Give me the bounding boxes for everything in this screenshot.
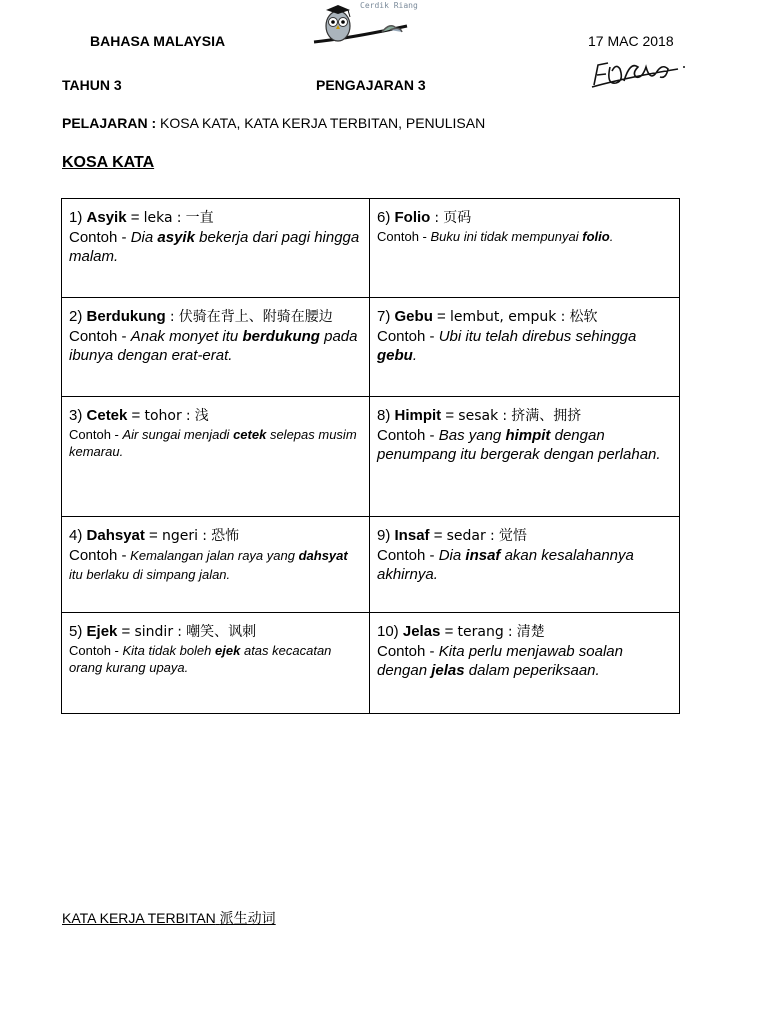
vocab-cell: [370, 298, 680, 397]
colon: :: [489, 528, 495, 544]
signature-image: [588, 55, 688, 95]
example-keyword: jelas: [431, 662, 465, 680]
vocab-heading: [377, 526, 673, 546]
example-keyword: gebu: [377, 347, 413, 365]
equals-sign: =: [149, 527, 158, 544]
example-label: Contoh -: [69, 426, 119, 442]
section-title: KOSA KATA: [62, 154, 155, 171]
section2-title-text: KATA KERJA TERBITAN: [62, 910, 216, 926]
section2-title: [62, 908, 276, 928]
section2-title-chinese: 派生动词: [219, 911, 276, 927]
example-sentence: [377, 546, 673, 584]
example-label: Contoh -: [377, 642, 435, 660]
example-sentence: [377, 642, 673, 680]
synonym: tohor: [144, 408, 182, 424]
table-row: [62, 199, 680, 298]
table-row: [62, 298, 680, 397]
vocab-word: Insaf: [394, 527, 430, 544]
date-label: 17 MAC 2018: [588, 33, 674, 49]
vocab-heading: [69, 406, 363, 426]
colon: :: [202, 528, 207, 544]
item-number: 1): [69, 209, 83, 226]
chinese-translation: 一直: [185, 210, 214, 226]
vocabulary-table: [61, 198, 680, 714]
topic-label: PELAJARAN :: [62, 115, 157, 131]
colon: :: [185, 408, 191, 424]
vocab-heading: [69, 307, 363, 327]
example-sentence: [69, 642, 363, 677]
equals-sign: =: [445, 407, 455, 424]
subject-label: BAHASA MALAYSIA: [90, 33, 226, 49]
item-number: 2): [69, 308, 83, 325]
vocab-cell: [370, 613, 680, 714]
example-sentence: [69, 228, 363, 266]
synonym: lembut, empuk: [449, 309, 557, 325]
item-number: 9): [377, 527, 391, 544]
colon: :: [176, 210, 182, 226]
chinese-translation: 挤满、拥挤: [511, 408, 582, 424]
year-label: TAHUN 3: [62, 77, 122, 93]
table-row: [62, 397, 680, 517]
example-text: Kita perlu menjawab soalan dengan: [377, 642, 623, 680]
example-keyword: cetek: [233, 426, 267, 442]
vocab-cell: [62, 199, 370, 298]
table-row: [62, 613, 680, 714]
equals-sign: =: [121, 623, 131, 640]
vocab-cell: [62, 517, 370, 613]
synonym: sedar: [446, 528, 486, 544]
example-keyword: asyik: [157, 228, 195, 246]
vocab-word: Ejek: [86, 623, 118, 640]
vocab-cell: [62, 397, 370, 517]
example-text: Ubi itu telah direbus sehingga: [438, 327, 637, 345]
lesson-number-label: PENGAJARAN 3: [316, 77, 426, 93]
example-keyword: himpit: [505, 426, 551, 444]
example-text: .: [609, 228, 614, 244]
example-text: Anak monyet itu: [130, 327, 239, 345]
item-number: 7): [377, 308, 391, 325]
item-number: 3): [69, 407, 83, 424]
example-label: Contoh -: [377, 228, 427, 244]
chinese-translation: 嘲笑、讽刺: [186, 624, 257, 640]
example-sentence: [377, 426, 673, 464]
example-label: Contoh -: [69, 327, 127, 345]
logo-text: Cerdik Riang: [360, 1, 418, 10]
synonym: sindir: [134, 624, 174, 640]
colon: :: [169, 309, 175, 325]
example-sentence: [377, 228, 673, 246]
example-text: Bas yang: [438, 426, 502, 444]
example-keyword: dahsyat: [298, 547, 348, 563]
vocab-word: Folio: [394, 209, 431, 226]
example-text: dalam peperiksaan.: [468, 662, 600, 680]
chinese-translation: 清楚: [516, 624, 545, 640]
colon: :: [502, 408, 508, 424]
example-text: Dia: [130, 228, 154, 246]
chinese-translation: 恐怖: [211, 528, 240, 544]
item-number: 4): [69, 527, 83, 544]
equals-sign: =: [437, 308, 446, 325]
example-label: Contoh -: [377, 546, 435, 564]
vocab-word: Asyik: [86, 209, 127, 226]
lesson-topic-line: [62, 115, 485, 131]
example-label: Contoh -: [377, 327, 435, 345]
vocab-cell: [62, 613, 370, 714]
colon: :: [507, 624, 513, 640]
equals-sign: =: [433, 527, 443, 544]
example-keyword: insaf: [465, 546, 501, 564]
example-text: .: [412, 347, 418, 365]
vocab-word: Himpit: [394, 407, 442, 424]
example-text: Buku ini tidak mempunyai: [430, 228, 579, 244]
example-sentence: [69, 546, 363, 584]
example-text: itu berlaku di simpang jalan.: [69, 567, 231, 583]
synonym: leka: [143, 210, 173, 226]
example-text: dengan penumpang itu bergerak dengan perlahan.: [377, 426, 661, 464]
item-number: 6): [377, 209, 391, 226]
equals-sign: =: [131, 407, 141, 424]
synonym: sesak: [458, 408, 499, 424]
equals-sign: =: [444, 623, 454, 640]
example-text: atas kecacatan orang kurang upaya.: [69, 642, 332, 676]
example-text: akan kesalahannya akhirnya.: [377, 546, 634, 584]
chinese-translation: 浅: [194, 408, 209, 424]
example-label: Contoh -: [377, 426, 435, 444]
vocab-cell: [370, 517, 680, 613]
vocab-word: Gebu: [394, 308, 433, 325]
example-sentence: [377, 327, 673, 365]
chinese-translation: 觉悟: [498, 528, 527, 544]
colon: :: [434, 210, 440, 226]
example-sentence: [69, 327, 363, 365]
example-text: bekerja dari pagi hingga malam.: [69, 228, 360, 266]
vocab-heading: [69, 622, 363, 642]
item-number: 10): [377, 623, 399, 640]
item-number: 8): [377, 407, 391, 424]
item-number: 5): [69, 623, 83, 640]
topic-value: KOSA KATA, KATA KERJA TERBITAN, PENULISAN: [160, 115, 486, 131]
example-text: Dia: [438, 546, 462, 564]
example-sentence: [69, 426, 363, 461]
vocab-heading: [377, 208, 673, 228]
chinese-translation: 页码: [443, 210, 472, 226]
vocab-cell: [370, 397, 680, 517]
colon: :: [177, 624, 182, 640]
example-text: pada ibunya dengan erat-erat.: [69, 327, 358, 365]
vocab-heading: [377, 307, 673, 327]
vocab-cell: [62, 298, 370, 397]
vocab-cell: [370, 199, 680, 298]
vocab-word: Jelas: [402, 623, 441, 640]
example-keyword: berdukung: [242, 327, 320, 345]
synonym: terang: [457, 624, 504, 640]
example-text: Kemalangan jalan raya yang: [130, 547, 295, 563]
vocab-word: Cetek: [86, 407, 128, 424]
vocab-word: Dahsyat: [86, 527, 145, 544]
chinese-translation: 伏骑在背上、附骑在腰边: [178, 309, 333, 325]
table-row: [62, 517, 680, 613]
vocab-word: Berdukung: [86, 308, 166, 325]
vocab-heading: [69, 526, 363, 546]
example-text: selepas musim kemarau.: [69, 426, 357, 460]
example-label: Contoh -: [69, 642, 119, 658]
vocab-heading: [69, 208, 363, 228]
example-text: Kita tidak boleh: [122, 642, 212, 658]
chinese-translation: 松软: [569, 309, 598, 325]
example-label: Contoh -: [69, 228, 127, 246]
example-text: Air sungai menjadi: [122, 426, 230, 442]
synonym: ngeri: [161, 528, 199, 544]
vocab-heading: [377, 622, 673, 642]
colon: :: [560, 309, 566, 325]
example-keyword: ejek: [215, 642, 241, 658]
example-keyword: folio: [582, 228, 610, 244]
equals-sign: =: [130, 209, 140, 226]
vocab-heading: [377, 406, 673, 426]
example-label: Contoh -: [69, 546, 127, 564]
